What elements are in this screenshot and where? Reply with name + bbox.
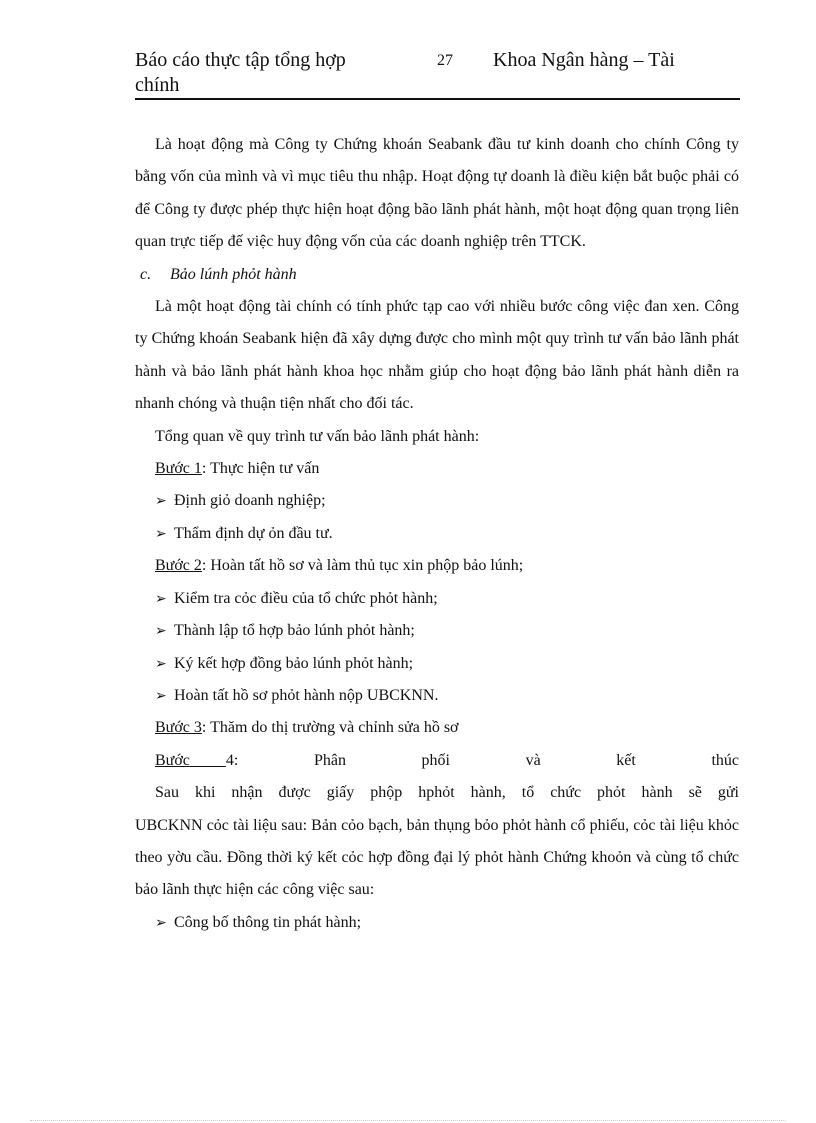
step-4-label: Bước bbox=[155, 751, 190, 769]
step-3-line bbox=[135, 712, 739, 744]
bullet-item bbox=[135, 615, 739, 647]
header-report-title: Báo cáo thực tập tổng hợp chính bbox=[135, 49, 346, 96]
arrow-bullet-icon: ➢ bbox=[155, 687, 167, 704]
bullet-item bbox=[135, 485, 739, 517]
step-1-line bbox=[135, 453, 739, 485]
header-department: Khoa Ngân hàng – Tài bbox=[493, 49, 675, 71]
bullet-item bbox=[135, 648, 739, 680]
page-bottom-divider bbox=[30, 1120, 786, 1121]
paragraph-issuance-rest: UBCKNN cỏc tài liệu sau: Bản cỏo bạch, bản thụng bỏo phỏt hành cổ phiếu, cỏc tài liệu khỏc theo yờu cầu. Đồng thời ký kết cỏc hợp đồng đại lý phỏt hành Chứng khoỏn và cùng tổ chức bảo lãnh thực hiện các công việc sau: bbox=[135, 816, 739, 899]
section-c-title: Bảo lúnh phỏt hành bbox=[170, 265, 297, 283]
step-4-word: thúc bbox=[711, 751, 739, 769]
step-3-label: Bước 3 bbox=[155, 719, 202, 737]
bullet-item bbox=[135, 680, 739, 712]
document-body bbox=[135, 129, 739, 939]
paragraph-self-trading: Là hoạt động mà Công ty Chứng khoán Seabank đầu tư kinh doanh cho chính Công ty bằng vốn của mình và vì mục tiêu thu nhập. Hoạt động tự doanh là điều kiện bắt buộc phải có để Công ty được phép thực hiện hoạt động bão lãnh phát hành, một hoạt động quan trọng liên quan trực tiếp đế việc huy động vốn của các doanh nghiệp trên TTCK. bbox=[135, 136, 739, 251]
bullet-item bbox=[135, 518, 739, 550]
step-2-text: : Hoàn tất hồ sơ và làm thủ tục xin phộp bảo lúnh; bbox=[201, 557, 524, 575]
bullet-item bbox=[135, 907, 739, 939]
step-4-word: 4: bbox=[225, 751, 239, 769]
bullet-text: Kiểm tra cỏc điều của tổ chức phỏt hành; bbox=[174, 589, 438, 607]
step-4-word: và bbox=[525, 751, 541, 769]
overview-line: Tổng quan về quy trình tư vấn bảo lãnh phát hành: bbox=[155, 427, 480, 445]
bullet-text: Công bố thông tin phát hành; bbox=[174, 913, 362, 931]
bullet-text: Thẩm định dự ỏn đầu tư. bbox=[174, 524, 333, 542]
step-4-word: Phân bbox=[313, 751, 346, 769]
step-4-word: kết bbox=[616, 751, 636, 769]
arrow-bullet-icon: ➢ bbox=[155, 655, 167, 672]
bullet-text: Ký kết hợp đồng bảo lúnh phỏt hành; bbox=[174, 654, 414, 672]
section-heading-c bbox=[135, 259, 739, 291]
bullet-text: Hoàn tất hồ sơ phỏt hành nộp UBCKNN. bbox=[174, 686, 439, 704]
step-1-text: : Thực hiện tư vấn bbox=[201, 460, 320, 478]
paragraph-underwriting: Là một hoạt động tài chính có tính phức tạp cao với nhiều bước công việc đan xen. Công ty Chứng khoán Seabank hiện đã xây dựng được cho mình một quy trình tư vấn bảo lãnh phát hành và bảo lãnh phát hành khoa học nhằm giúp cho hoạt động bảo lãnh phát hành diễn ra nhanh chóng và thuận tiện nhất cho đối tác. bbox=[135, 298, 739, 413]
step-4-gap bbox=[190, 752, 226, 769]
step-2-line bbox=[135, 550, 739, 582]
bullet-text: Định giỏ doanh nghiệp; bbox=[174, 492, 326, 510]
page-header bbox=[135, 48, 740, 100]
arrow-bullet-icon: ➢ bbox=[155, 493, 167, 510]
arrow-bullet-icon: ➢ bbox=[155, 914, 167, 931]
step-4-label-group bbox=[155, 745, 238, 777]
bullet-item bbox=[135, 583, 739, 615]
arrow-bullet-icon: ➢ bbox=[155, 525, 167, 542]
arrow-bullet-icon: ➢ bbox=[155, 623, 167, 640]
step-4-word: phối bbox=[421, 751, 450, 769]
step-4-line bbox=[135, 745, 739, 777]
section-c-label: c. bbox=[140, 265, 152, 283]
arrow-bullet-icon: ➢ bbox=[155, 590, 167, 607]
bullet-text: Thành lập tổ hợp bảo lúnh phỏt hành; bbox=[174, 622, 415, 640]
step-1-label: Bước 1 bbox=[155, 460, 202, 478]
step-2-label: Bước 2 bbox=[155, 557, 202, 575]
step-3-text: : Thăm do thị trường và chỉnh sửa hồ sơ bbox=[201, 719, 459, 737]
paragraph-issuance-first-line: Sau khi nhận được giấy phộp hphỏt hành, tổ chức phỏt hành sẽ gửi bbox=[155, 784, 739, 802]
page-number: 27 bbox=[437, 52, 453, 69]
